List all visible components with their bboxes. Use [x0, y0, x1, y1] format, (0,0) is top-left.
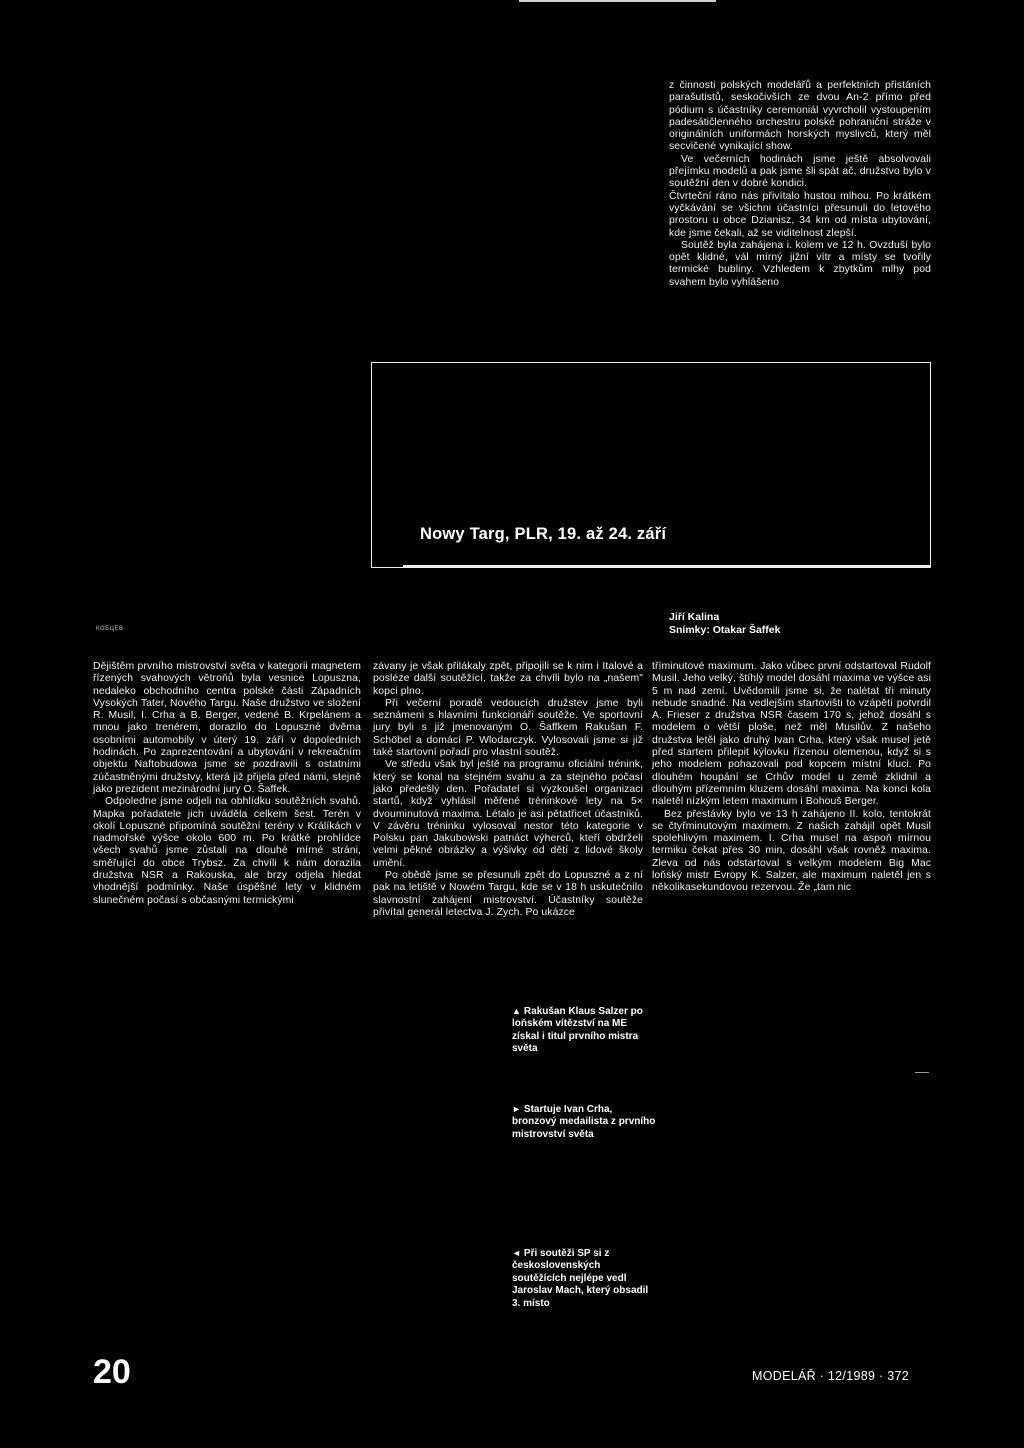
photo-credit: Snímky: Otakar Šaffek — [669, 623, 781, 636]
left-arrow-icon: ◄ — [512, 1248, 521, 1258]
paragraph: Soutěž byla zahájena i. kolem ve 12 h. Ovzduší bylo opět klidné, vál mírný jižní vítr a místy se tvořily termické bubliny. Vzhledem k zbytkům mlhy pod svahem bylo vyhlášeno — [669, 239, 931, 288]
intro-continuation — [669, 80, 931, 289]
caption-text: Startuje Ivan Crha, bronzový medailista z prvního mistrovství světa — [512, 1104, 656, 1140]
paragraph: Dějištěm prvního mistrovství světa v kategorii magnetem řízených svahových větroňů byla vesnice Lopuszna, nedaleko obchodního centra polské části Západních Vysokých Tater, Nového Targu. Naše družstvo ve složení R. Musil, I. Crha a B. Berger, vedené B. Krpelánem a mnou jako trenérem, dorazilo do Lopuszné dvěma osobními automobily v úterý 19. září v dopoledních hodinách. Po zaprezentování a ubytování v rekreačním objektu Naftobudowa jsme se pozdravili s ostatními zúčastněnými družstvy, která již přijela před námi, stejně jako prezident mezinárodní jury O. Šaffek. — [93, 661, 361, 795]
paragraph: Při večerní poradě vedoucích družstev jsme byli seznámeni s hlavními funkcionáři soutěže. Ve sportovní jury byli s již jmenovaným O. Šaffkem Rakušan F. Schöbel a domácí P. Wlodarczyk. Vylosovali jsme si již také startovní pořadí pro vlastní soutěž. — [373, 697, 643, 759]
photo-caption — [512, 1005, 657, 1056]
paragraph: tříminutové maximum. Jako vůbec první odstartoval Rudolf Musil. Jeho velký, štíhlý model dosáhl maxima ve výšce asi 5 m nad zemí. Uvědomili jsme si, že nalétat tři minuty nebude snadné. Na vedlejším startovišti to vzápětí potvrdil A. Frieser z družstva NSR časem 170 s, jehož dosáhl s modelem o větší ploše, než měl Musilův. Z našeho družstva letěl jako druhý Ivan Crha, který však musel jetě před startem přilepit kýlovku řízenou olemenou, když si s jeho modelem pohazovali pod kopcem místní kluci. Po dlouhém houpání se Crhův model u země zklidnil a dlouhým přízemním kluzem dosáhl maxima. Na konci kola naletěl nízkým letem maximum i Bohouš Berger. — [652, 661, 931, 808]
paragraph: Bez přestávky bylo ve 13 h zahájeno II. kolo, tentokrát se čtyřminutovým maximem. Z našich zahájil opět Musil spolehlivým maximem. I. Crha musel na aspoň mírnou termiku čekat přes 30 min, dosáhl však rovněž maxima. Zleva od nás odstartoval s velkým modelem Big Mac loňský mistr Evropy K. Salzer, ale maximum naletěl jen s několikasekundovou rezervou. Že „tam nic — [652, 808, 931, 894]
up-arrow-icon: ▲ — [512, 1006, 521, 1016]
article-column-1 — [93, 661, 361, 907]
photo-caption — [512, 1103, 657, 1141]
small-mark: КОБЦЕВ — [96, 626, 124, 632]
photo-caption — [512, 1247, 657, 1310]
paragraph: Čtvrteční ráno nás přivítalo hustou mlhou. Po krátkém vyčkávání se všichni účastníci přesunuli do letového prostoru u obce Dzianisz, 34 km od místa ubytování, kde jsme čekali, až se viditelnost zlepší. — [669, 190, 931, 239]
caption-text: Při soutěži SP si z československých soutěžících nejlépe vedl Jaroslav Mach, který obsadil 3. místo — [512, 1248, 649, 1309]
caption-text: Rakušan Klaus Salzer po loňském vítězství na ME získal i titul prvního mistra světa — [512, 1006, 643, 1055]
paragraph: Po obědě jsme se přesunuli zpět do Lopuszné a z ní pak na letiště v Nowém Targu, kde se v 18 h uskutečnilo slavnostní zahájení mistrovství. Účastníky soutěže přivítal generál letectva J. Zych. Po ukázce — [373, 870, 643, 918]
paragraph: Ve večerních hodinách jsme ještě absolvovali přejímku modelů a pak jsme šli spát ač, družstvo bylo v soutěžní den v dobré kondici. — [669, 153, 931, 190]
paragraph: Ve středu však byl ještě na programu oficiální trénink, který se konal na stejném svahu a za stejného počasí jako předešlý den. Pořadatel si vyzkoušel organizaci startů, když vyhlásil měřené tréninkové lety na 5× dvouminutová maxima. Létalo je asi pětatřicet účastníků. V závěru tréninku vylosoval nestor této kategorie v Polsku pan Jakubowski patnáct výherců, kteří obdrželi velmi pěkné obrázky a výšivky od dětí z lidové školy umění. — [373, 759, 643, 869]
top-edge-rule — [519, 0, 716, 2]
article-column-2 — [373, 661, 643, 919]
byline — [669, 611, 780, 636]
right-arrow-icon: ► — [512, 1104, 521, 1114]
print-artifact — [915, 1072, 929, 1073]
author-name: Jiří Kalina — [669, 611, 720, 623]
article-column-3 — [652, 661, 931, 895]
headline: Nowy Targ, PLR, 19. až 24. září — [420, 525, 667, 543]
headline-underline — [403, 565, 931, 567]
magazine-footer: MODELÁŘ · 12/1989 · 372 — [752, 1369, 909, 1383]
paragraph: závany je však přilákaly zpět, připojili se k nim i Italové a posléze další soutěžící, takže za chvíli bylo na „našem" kopci plno. — [373, 661, 643, 697]
paragraph: Odpoledne jsme odjeli na obhlídku soutěžních svahů. Mapka pořadatele jich uváděla celkem šest. Terén v okolí Lopuszné připomíná soutěžní terény v Králíkách v nadmořské výšce okolo 600 m. Po krátké prohlídce všech svahů jsme zůstali na dlouhé mírné stráni, směřující do obce Trybsz. Za chvíli k nám dorazila družstva NSR a Rakouska, ale brzy odjela hledat vhodnější podmínky. Naše úspěšné lety v klidném slunečném počasí s občasnými termickými — [93, 796, 361, 906]
paragraph: z činnosti polských modelářů a perfektních přistáních parašutistů, seskočivších ze dvou An-2 přímo před pódium s účastníky ceremoniál vyvrcholil vystoupením padesátičlenného orchestru polské pohraniční stráže v originálních uniformách horských myslivců, který měl secvičené vynikající show. — [669, 80, 931, 153]
page-number: 20 — [93, 1353, 131, 1391]
